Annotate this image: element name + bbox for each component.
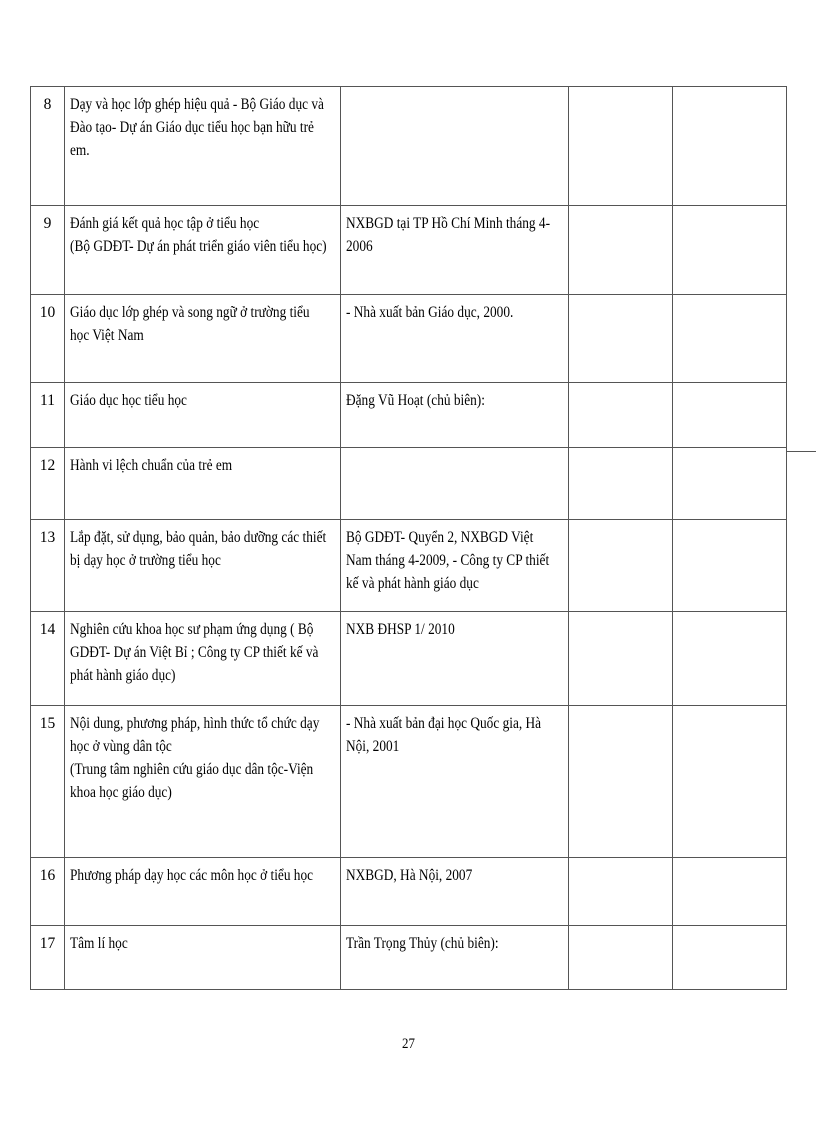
empty-cell xyxy=(673,926,787,990)
publisher-cell: NXB ĐHSP 1/ 2010 xyxy=(341,612,569,706)
table-row xyxy=(31,448,787,520)
book-title-cell: Giáo dục lớp ghép và song ngữ ở trường tiểu học Việt Nam xyxy=(65,295,341,383)
publisher-cell: Trần Trọng Thủy (chủ biên): xyxy=(341,926,569,990)
empty-cell xyxy=(673,612,787,706)
empty-cell xyxy=(673,295,787,383)
publisher-cell xyxy=(341,87,569,206)
page-number: 27 xyxy=(401,1036,415,1052)
publisher-cell: NXBGD, Hà Nội, 2007 xyxy=(341,858,569,926)
table-row xyxy=(31,206,787,295)
book-list-table xyxy=(30,86,787,990)
empty-cell xyxy=(673,206,787,295)
empty-cell xyxy=(673,87,787,206)
table-row xyxy=(31,87,787,206)
empty-cell xyxy=(569,87,673,206)
empty-cell xyxy=(673,383,787,448)
empty-cell xyxy=(569,520,673,612)
empty-cell xyxy=(569,295,673,383)
row-number: 10 xyxy=(31,295,65,383)
book-title-cell: Đánh giá kết quả học tập ở tiểu học (Bộ GDĐT- Dự án phát triển giáo viên tiểu học) xyxy=(65,206,341,295)
publisher-cell: Đặng Vũ Hoạt (chủ biên): xyxy=(341,383,569,448)
empty-cell xyxy=(569,206,673,295)
table-row xyxy=(31,520,787,612)
empty-cell xyxy=(673,520,787,612)
book-title-cell: Nghiên cứu khoa học sư phạm ứng dụng ( Bộ GDĐT- Dự án Việt Bỉ ; Công ty CP thiết kế và phát hành giáo dục) xyxy=(65,612,341,706)
row-number: 12 xyxy=(31,448,65,520)
book-title-cell: Giáo dục học tiểu học xyxy=(65,383,341,448)
book-title-cell: Hành vi lệch chuẩn của trẻ em xyxy=(65,448,341,520)
table-row xyxy=(31,383,787,448)
empty-cell xyxy=(569,448,673,520)
empty-cell xyxy=(569,383,673,448)
table-row xyxy=(31,612,787,706)
empty-cell xyxy=(569,858,673,926)
table-row xyxy=(31,926,787,990)
table-edge-line xyxy=(786,451,816,452)
empty-cell xyxy=(569,612,673,706)
empty-cell xyxy=(569,706,673,858)
row-number: 9 xyxy=(31,206,65,295)
table-row xyxy=(31,295,787,383)
row-number: 17 xyxy=(31,926,65,990)
book-title-cell: Phương pháp dạy học các môn học ở tiểu học xyxy=(65,858,341,926)
publisher-cell: NXBGD tại TP Hồ Chí Minh tháng 4- 2006 xyxy=(341,206,569,295)
book-title-cell: Tâm lí học xyxy=(65,926,341,990)
publisher-cell: - Nhà xuất bản Giáo dục, 2000. xyxy=(341,295,569,383)
row-number: 15 xyxy=(31,706,65,858)
table-row xyxy=(31,706,787,858)
row-number: 14 xyxy=(31,612,65,706)
book-title-cell: Dạy và học lớp ghép hiệu quả - Bộ Giáo dục và Đào tạo- Dự án Giáo dục tiểu học bạn hữu trẻ em. xyxy=(65,87,341,206)
row-number: 16 xyxy=(31,858,65,926)
row-number: 11 xyxy=(31,383,65,448)
book-title-cell: Nội dung, phương pháp, hình thức tổ chức dạy học ở vùng dân tộc (Trung tâm nghiên cứu giáo dục dân tộc-Viện khoa học giáo dục) xyxy=(65,706,341,858)
publisher-cell: Bộ GDĐT- Quyển 2, NXBGD Việt Nam tháng 4-2009, - Công ty CP thiết kế và phát hành giáo dục xyxy=(341,520,569,612)
publisher-cell xyxy=(341,448,569,520)
empty-cell xyxy=(673,858,787,926)
book-title-cell: Lắp đặt, sử dụng, bảo quản, bảo dưỡng các thiết bị dạy học ở trường tiểu học xyxy=(65,520,341,612)
publisher-cell: - Nhà xuất bản đại học Quốc gia, Hà Nội, 2001 xyxy=(341,706,569,858)
empty-cell xyxy=(673,448,787,520)
empty-cell xyxy=(569,926,673,990)
empty-cell xyxy=(673,706,787,858)
row-number: 8 xyxy=(31,87,65,206)
row-number: 13 xyxy=(31,520,65,612)
table-row xyxy=(31,858,787,926)
